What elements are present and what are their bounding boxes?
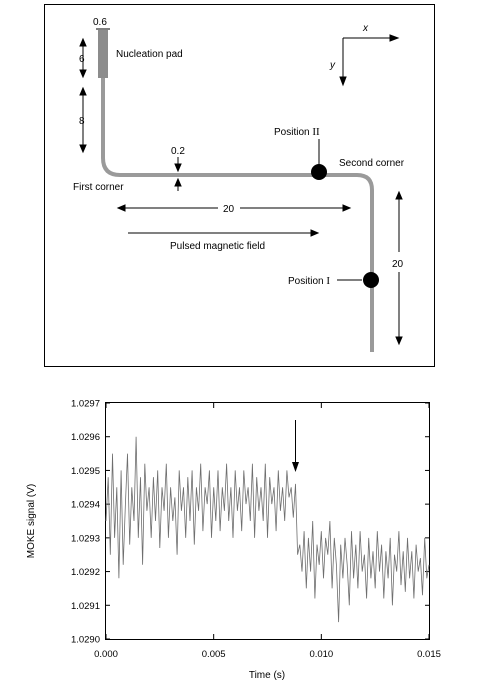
horizontal-length-label: 20 bbox=[223, 204, 235, 215]
transition-arrow bbox=[292, 420, 299, 472]
wire-width-label: 0.2 bbox=[171, 146, 185, 157]
transition-arrowhead bbox=[292, 462, 299, 472]
x-tick-label: 0.015 bbox=[417, 649, 441, 660]
second-corner-label: Second corner bbox=[339, 158, 405, 169]
y-axis-label: y bbox=[330, 60, 335, 71]
y-tick-label: 1.0296 bbox=[70, 432, 100, 444]
y-tick-label: 1.0290 bbox=[70, 634, 100, 646]
x-tick-label: 0.000 bbox=[94, 649, 118, 660]
right-length-label: 20 bbox=[392, 259, 404, 270]
position-1-label: Position I bbox=[288, 275, 331, 287]
pad-width-label: 0.6 bbox=[93, 17, 107, 28]
x-tick-label: 0.005 bbox=[201, 649, 226, 660]
x-axis-label: x bbox=[363, 23, 368, 34]
vertical-length-label: 8 bbox=[79, 116, 85, 127]
y-tick-label: 1.0297 bbox=[70, 398, 100, 410]
x-axis-title: Time (s) bbox=[248, 670, 286, 681]
field-label: Pulsed magnetic field bbox=[170, 241, 266, 252]
y-axis-title: MOKE signal (V) bbox=[26, 483, 37, 559]
y-tick-label: 1.0293 bbox=[70, 533, 100, 545]
plot-area-frame bbox=[106, 403, 430, 640]
y-tick-label: 1.0291 bbox=[70, 600, 100, 612]
y-tick-label: 1.0294 bbox=[70, 499, 100, 511]
pad-length-label: 6 bbox=[79, 54, 85, 65]
series-line-moke bbox=[106, 437, 429, 622]
y-tick-label: 1.0292 bbox=[70, 567, 100, 579]
y-tick-label: 1.0295 bbox=[70, 465, 100, 477]
first-corner-label: First corner bbox=[73, 182, 124, 193]
pad-name-label: Nucleation pad bbox=[116, 49, 183, 60]
position-2-label: Position II bbox=[274, 126, 320, 138]
x-tick-label: 0.010 bbox=[309, 649, 334, 660]
